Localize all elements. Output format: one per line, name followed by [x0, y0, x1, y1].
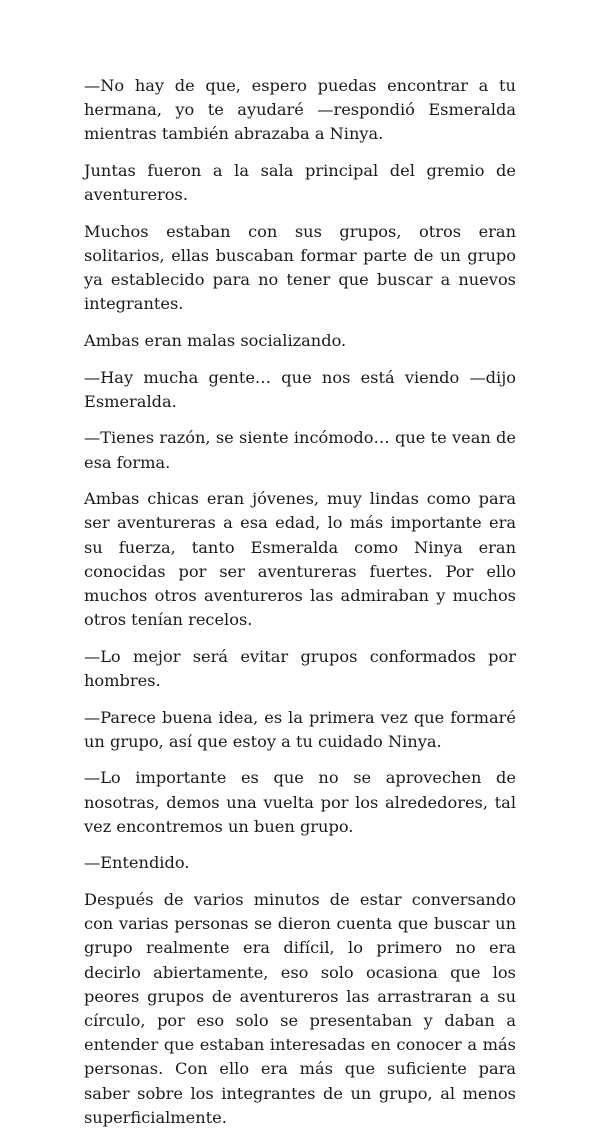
page-text-body	[84, 74, 516, 1130]
dialogue-line: —Entendido.	[84, 853, 190, 873]
dialogue-line: —Parece buena idea, es la primera vez que formaré un grupo, así que estoy a tu cuidado Ninya.	[84, 707, 516, 751]
dialogue-line: —Tienes razón, se siente incómodo… que te vean de esa forma.	[84, 428, 516, 472]
dialogue-line: —Hay mucha gente… que nos está viendo —dijo Esmeralda.	[84, 367, 516, 411]
paragraph: Juntas fueron a la sala principal del gremio de aventureros.	[84, 161, 516, 205]
dialogue-line: —Lo importante es que no se aprovechen de nosotras, demos una vuelta por los alrededores, tal vez encontremos un buen grupo.	[84, 768, 516, 836]
paragraph: —No hay de que, espero puedas encontrar a tu hermana, yo te ayudaré —respondió Esmeralda mientras también abrazaba a Ninya.	[84, 76, 516, 144]
paragraph: Ambas chicas eran jóvenes, muy lindas como para ser aventureras a esa edad, lo más importante era su fuerza, tanto Esmeralda como Ninya eran conocidas por ser aventureras fuertes. Por ello muchos otros aventureros las admiraban y muchos otros tenían recelos.	[84, 489, 516, 630]
dialogue-line: —Lo mejor será evitar grupos conformados por hombres.	[84, 646, 516, 690]
paragraph: Muchos estaban con sus grupos, otros eran solitarios, ellas buscaban formar parte de un grupo ya establecido para no tener que buscar a nuevos integrantes.	[84, 221, 516, 314]
paragraph: Ambas eran malas socializando.	[84, 331, 347, 350]
paragraph: Después de varios minutos de estar conversando con varias personas se dieron cuenta que buscar un grupo realmente era difícil, lo primero no era decirlo abiertamente, eso solo ocasiona que los peores grupos de aventureros las arrastraran a su círculo, por eso solo se presentaban y daban a entender que estaban interesadas en conocer a más personas. Con ello era más que suficiente para saber sobre los integrantes de un grupo, al menos superficialmente.	[84, 889, 516, 1127]
